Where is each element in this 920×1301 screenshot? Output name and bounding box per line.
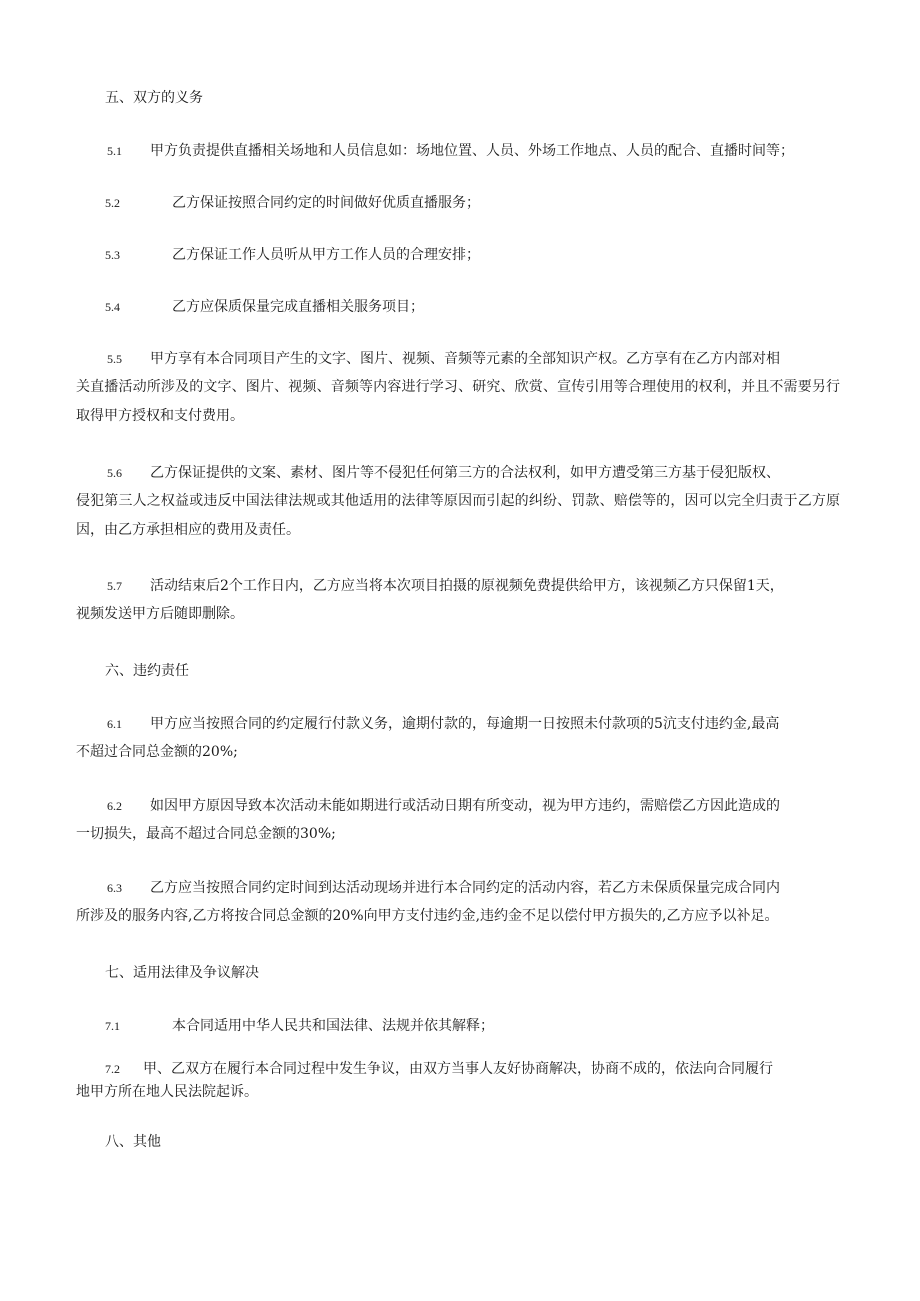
clause-text-first-line: 乙方保证提供的文案、素材、图片等不侵犯任何第三方的合法权利，如甲方遭受第三方基于侵犯版权、 bbox=[150, 465, 780, 481]
clause-number: 5.6 bbox=[107, 466, 122, 480]
clause-text: 乙方应保质保量完成直播相关服务项目； bbox=[172, 299, 424, 315]
section-heading-other: 八、其他 bbox=[105, 1134, 161, 1150]
clause-number: 6.3 bbox=[107, 881, 122, 895]
clause-text-first-line: 甲方享有本合同项目产生的文字、图片、视频、音频等元素的全部知识产权。乙方享有在乙方内部对相 bbox=[150, 351, 780, 367]
section-heading-law-disputes: 七、适用法律及争议解决 bbox=[105, 965, 259, 981]
clause-number: 5.2 bbox=[105, 196, 120, 210]
clause-text-continuation: 侵犯第三人之权益或违反中国法律法规或其他适用的法律等原因而引起的纠纷、罚款、赔偿等的，因可以完全归责于乙方原因，由乙方承担相应的费用及责任。 bbox=[76, 493, 840, 538]
clause-text-first-line: 甲、乙双方在履行本合同过程中发生争议，由双方当事人友好协商解决，协商不成的，依法向合同履行 bbox=[143, 1061, 773, 1077]
clause-text-first-line: 活动结束后2个工作日内，乙方应当将本次项目拍摄的原视频免费提供给甲方，该视频乙方只保留1天， bbox=[150, 578, 784, 594]
clause-text: 甲方负责提供直播相关场地和人员信息如：场地位置、人员、外场工作地点、人员的配合、直播时间等； bbox=[150, 143, 794, 159]
clause-number: 5.3 bbox=[105, 248, 120, 262]
clause-text: 本合同适用中华人民共和国法律、法规并依其解释； bbox=[172, 1018, 494, 1034]
clause-number: 5.1 bbox=[107, 144, 122, 158]
clause-text: 乙方保证按照合同约定的时间做好优质直播服务； bbox=[172, 195, 480, 211]
clause-number: 6.1 bbox=[107, 717, 122, 731]
clause-text-continuation: 一切损失，最高不超过合同总金额的30%; bbox=[76, 826, 336, 842]
clause-text-continuation: 所涉及的服务内容,乙方将按合同总金额的20%向甲方支付违约金,违约金不足以偿付甲方损失的,乙方应予以补足。 bbox=[76, 908, 779, 924]
section-heading-obligations: 五、双方的义务 bbox=[105, 90, 203, 106]
clause-text-continuation: 视频发送甲方后随即删除。 bbox=[76, 606, 244, 622]
clause-number: 5.5 bbox=[107, 352, 122, 366]
clause-text-continuation: 地甲方所在地人民法院起诉。 bbox=[76, 1084, 258, 1100]
clause-number: 7.1 bbox=[105, 1019, 120, 1033]
section-heading-liability: 六、违约责任 bbox=[105, 663, 189, 679]
clause-number: 5.7 bbox=[107, 579, 122, 593]
clause-number: 7.2 bbox=[105, 1062, 120, 1076]
clause-text-first-line: 如因甲方原因导致本次活动未能如期进行或活动日期有所变动，视为甲方违约，需赔偿乙方因此造成的 bbox=[150, 798, 780, 814]
clause-number: 5.4 bbox=[105, 300, 120, 314]
clause-text-first-line: 甲方应当按照合同的约定履行付款义务，逾期付款的，每逾期一日按照未付款项的5沆支付违约金,最高 bbox=[150, 716, 780, 732]
clause-text-continuation: 关直播活动所涉及的文字、图片、视频、音频等内容进行学习、研究、欣赏、宣传引用等合理使用的权利，并且不需要另行取得甲方授权和支付费用。 bbox=[76, 379, 840, 424]
clause-text-first-line: 乙方应当按照合同约定时间到达活动现场并进行本合同约定的活动内容，若乙方未保质保量完成合同内 bbox=[150, 880, 780, 896]
clause-number: 6.2 bbox=[107, 799, 122, 813]
clause-text-continuation: 不超过合同总金额的20%; bbox=[76, 744, 238, 760]
clause-text: 乙方保证工作人员听从甲方工作人员的合理安排； bbox=[172, 247, 480, 263]
